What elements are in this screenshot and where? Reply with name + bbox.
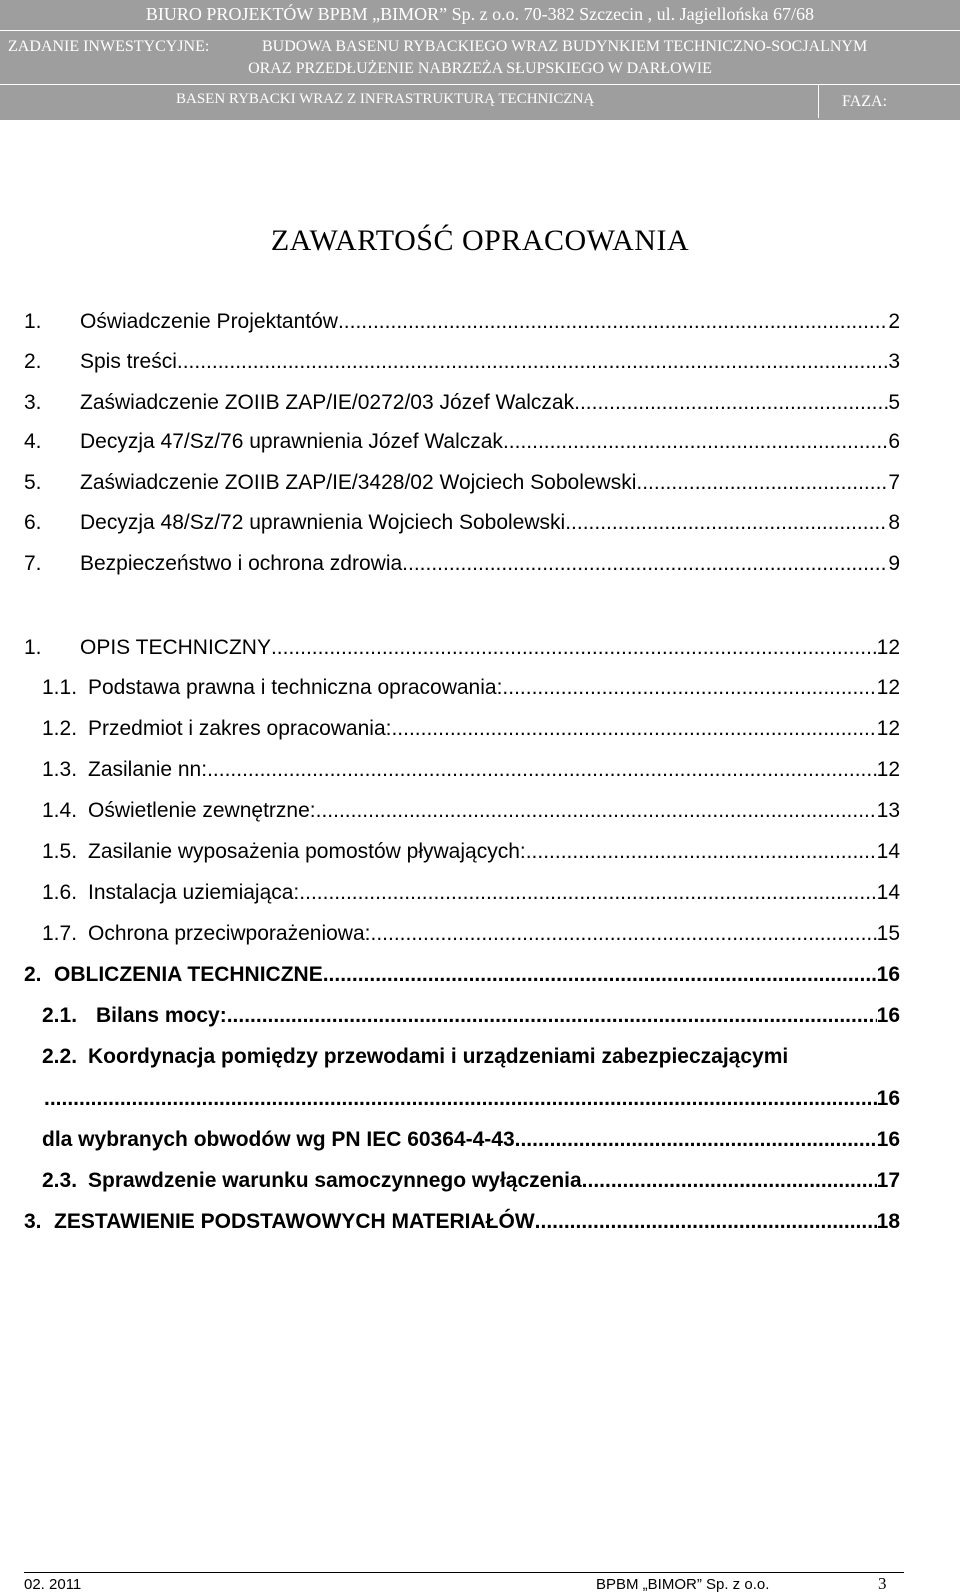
toc-number: 6. xyxy=(24,511,42,534)
toc-leader xyxy=(227,1001,877,1031)
toc-leader xyxy=(299,878,876,908)
toc-text: Bilans mocy: xyxy=(96,1004,227,1027)
toc-text: Zasilanie nn: xyxy=(88,758,208,781)
toc-page: 16 xyxy=(876,963,900,986)
toc-number: 1.5. xyxy=(42,840,78,863)
toc-page: 12 xyxy=(876,758,900,781)
toc-page: 14 xyxy=(876,840,900,863)
toc-page: 9 xyxy=(888,552,900,575)
toc-text: Instalacja uziemiająca: xyxy=(88,881,300,904)
toc-leader xyxy=(177,347,888,377)
toc-text: Sprawdzenie warunku samoczynnego wyłączenia. xyxy=(88,1169,588,1192)
toc-page: 2 xyxy=(888,310,900,333)
toc-entry[interactable] xyxy=(24,549,900,579)
toc-number: 1. xyxy=(24,310,42,333)
header-stage: ETAP II – INSTALACJE ELEKTRYCZNE xyxy=(258,121,521,137)
toc-text: Decyzja 47/Sz/76 uprawnienia Józef Walczak xyxy=(80,430,503,453)
footer-date: 02. 2011 xyxy=(24,1576,82,1593)
toc-number: 5. xyxy=(24,471,42,494)
toc-number: 1.1. xyxy=(42,676,78,699)
toc-number: 2.3. xyxy=(42,1169,78,1192)
toc-leader xyxy=(391,714,876,744)
task-line-2: ORAZ PRZEDŁUŻENIE NABRZEŻA SŁUPSKIEGO W DARŁOWIE xyxy=(248,60,712,77)
toc-text: Bezpieczeństwo i ochrona zdrowia xyxy=(80,552,403,575)
toc-leader xyxy=(370,919,876,949)
toc-text: OBLICZENIA TECHNICZNE xyxy=(54,963,323,986)
toc-page: 16 xyxy=(876,1128,900,1151)
toc-leader xyxy=(316,796,877,826)
toc-number: 3. xyxy=(24,391,42,414)
toc-entry[interactable] xyxy=(24,1042,900,1072)
page-number: 3 xyxy=(878,1574,887,1593)
header-divider xyxy=(0,84,960,85)
toc-entry[interactable] xyxy=(24,427,900,457)
toc-page: 18 xyxy=(876,1210,900,1233)
toc-entry[interactable] xyxy=(24,347,900,377)
toc-text: Przedmiot i zakres opracowania: xyxy=(88,717,392,740)
toc-page: 3 xyxy=(888,350,900,373)
toc-page: 5 xyxy=(888,391,900,414)
toc-number: 1. xyxy=(24,636,42,659)
header-column-divider xyxy=(818,84,819,118)
toc-number: 2. xyxy=(24,350,42,373)
header-phase-value: P. B. xyxy=(848,124,875,139)
toc-text: Ochrona przeciwporażeniowa: xyxy=(88,922,371,945)
toc-number: 2.2. xyxy=(42,1045,78,1068)
toc-page: 17 xyxy=(876,1169,900,1192)
toc-leader xyxy=(636,468,888,498)
toc-leader xyxy=(526,837,877,867)
toc-text: Oświadczenie Projektantów xyxy=(80,310,338,333)
toc-page: 12 xyxy=(876,636,900,659)
toc-leader xyxy=(338,307,888,337)
toc-leader xyxy=(535,1207,877,1237)
toc-page: 12 xyxy=(876,676,900,699)
toc-leader xyxy=(574,388,888,418)
toc-text: Oświetlenie zewnętrzne: xyxy=(88,799,316,822)
toc-text: Podstawa prawna i techniczna opracowania: xyxy=(88,676,503,699)
toc-leader xyxy=(503,427,888,457)
toc-entry[interactable] xyxy=(24,1166,900,1196)
toc-entry[interactable] xyxy=(24,388,900,418)
toc-leader xyxy=(515,1125,877,1155)
toc-text: Zaświadczenie ZOIIB ZAP/IE/3428/02 Wojciech Sobolewski xyxy=(80,471,637,494)
toc-text: Spis treści xyxy=(80,350,177,373)
toc-page: 13 xyxy=(876,799,900,822)
toc-leader xyxy=(271,633,877,663)
footer-divider xyxy=(24,1572,904,1573)
toc-entry[interactable] xyxy=(24,673,900,703)
toc-entry[interactable] xyxy=(24,1207,900,1237)
toc-number: 1.3. xyxy=(42,758,78,781)
toc-number: 1.7. xyxy=(42,922,78,945)
toc-leader xyxy=(44,1084,877,1114)
toc-text: ZESTAWIENIE PODSTAWOWYCH MATERIAŁÓW xyxy=(54,1210,535,1233)
toc-number: 7. xyxy=(24,552,42,575)
toc-number: 1.2. xyxy=(42,717,78,740)
toc-page: 16 xyxy=(876,1087,900,1110)
toc-entry[interactable] xyxy=(24,633,900,663)
task-label: ZADANIE INWESTYCYJNE: xyxy=(8,38,210,55)
toc-page: 7 xyxy=(888,471,900,494)
toc-leader xyxy=(588,1166,877,1196)
toc-leader xyxy=(207,755,877,785)
toc-number: 1.6. xyxy=(42,881,78,904)
toc-entry[interactable] xyxy=(24,508,900,538)
task-line-1: BUDOWA BASENU RYBACKIEGO WRAZ BUDYNKIEM TECHNICZNO-SOCJALNYM xyxy=(262,38,868,55)
toc-text: Decyzja 48/Sz/72 uprawnienia Wojciech Sobolewski xyxy=(80,511,566,534)
footer-company: BPBM „BIMOR” Sp. z o.o. xyxy=(596,1576,770,1593)
toc-entry[interactable] xyxy=(24,755,900,785)
toc-entry[interactable] xyxy=(24,796,900,826)
toc-leader xyxy=(565,508,888,538)
page-title: ZAWARTOŚĆ OPRACOWANIA xyxy=(270,224,690,257)
toc-number: 2.1. xyxy=(42,1004,78,1027)
toc-text: dla wybranych obwodów wg PN IEC 60364-4-43 xyxy=(42,1128,515,1151)
toc-page: 12 xyxy=(876,717,900,740)
toc-entry[interactable] xyxy=(24,837,900,867)
toc-leader xyxy=(502,673,876,703)
toc-entry[interactable] xyxy=(24,714,900,744)
toc-entry[interactable] xyxy=(24,919,900,949)
toc-entry[interactable] xyxy=(24,878,900,908)
toc-text: Koordynacja pomiędzy przewodami i urządzeniami zabezpieczającymi xyxy=(88,1045,789,1068)
toc-text: Zasilanie wyposażenia pomostów pływających: xyxy=(88,840,526,863)
toc-text: OPIS TECHNICZNY xyxy=(80,636,271,659)
toc-page: 16 xyxy=(876,1004,900,1027)
toc-entry[interactable] xyxy=(24,307,900,337)
toc-entry[interactable] xyxy=(24,1125,900,1155)
header-company: BIURO PROJEKTÓW BPBM „BIMOR” Sp. z o.o. 70-382 Szczecin , ul. Jagiellońska 67/68 xyxy=(145,4,815,24)
toc-entry[interactable] xyxy=(24,1001,900,1031)
header-object: BASEN RYBACKI WRAZ Z INFRASTRUKTURĄ TECHNICZNĄ xyxy=(176,91,595,107)
header-phase-label: FAZA: xyxy=(842,93,888,110)
header-task xyxy=(0,30,960,82)
toc-leader xyxy=(323,960,877,990)
toc-page: 14 xyxy=(876,881,900,904)
toc-number: 4. xyxy=(24,430,42,453)
toc-number: 3. xyxy=(24,1210,42,1233)
toc-entry-continuation[interactable] xyxy=(24,1084,900,1114)
toc-entry[interactable] xyxy=(24,468,900,498)
toc-leader xyxy=(402,549,888,579)
toc-entry[interactable] xyxy=(24,960,900,990)
toc-number: 2. xyxy=(24,963,42,986)
toc-page: 15 xyxy=(876,922,900,945)
toc-text: Zaświadczenie ZOIIB ZAP/IE/0272/03 Józef Walczak xyxy=(80,391,575,414)
toc-page: 8 xyxy=(888,511,900,534)
toc-page: 6 xyxy=(888,430,900,453)
toc-number: 1.4. xyxy=(42,799,78,822)
